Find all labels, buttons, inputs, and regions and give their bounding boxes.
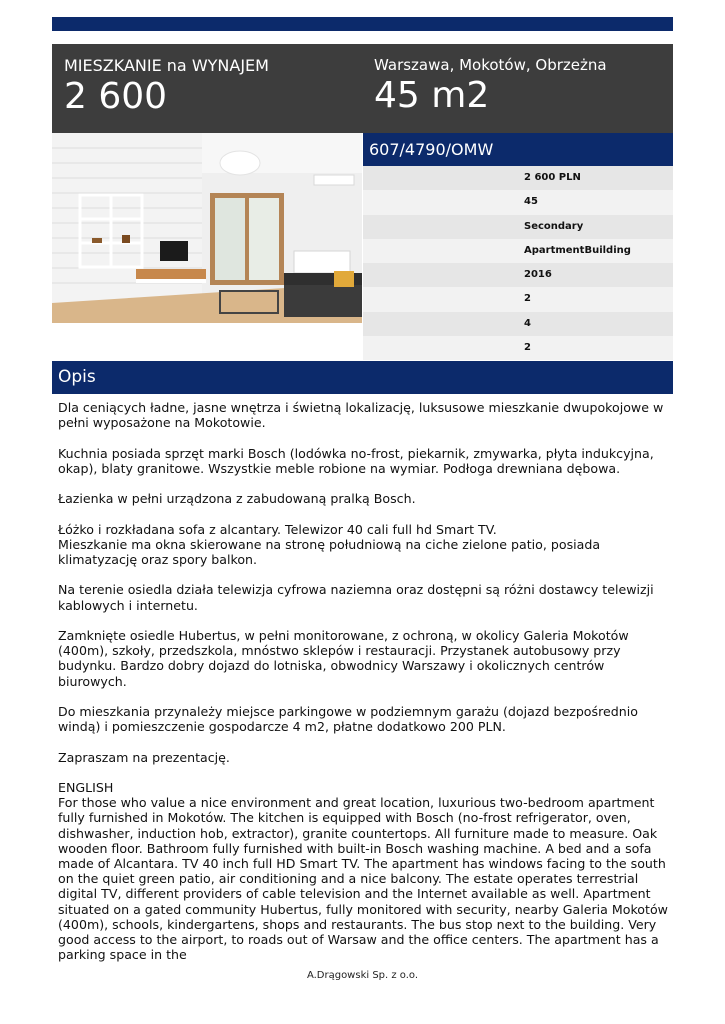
living-room-image <box>52 133 362 323</box>
spec-value: 4 <box>524 317 531 329</box>
listing-header <box>52 44 673 133</box>
reference-number: 607/4790/OMW <box>363 133 673 166</box>
description-paragraph: Zapraszam na prezentację. <box>58 749 230 765</box>
spec-value: 2016 <box>524 269 552 281</box>
spec-value: 2 <box>524 293 531 305</box>
spec-value: Secondary <box>524 220 584 232</box>
listing-area: 45 m2 <box>374 75 490 116</box>
description-paragraph: Kuchnia posiada sprzęt marki Bosch (lodówka no-frost, piekarnik, zmywarka, płyta indukcyjna, okap), blaty granitowe. Wszystkie meble robione na wymiar. Podłoga drewniana dębowa. <box>58 445 654 476</box>
description-paragraph: Do mieszkania przynależy miejsce parkingowe w podziemnym garażu (dojazd bezpośrednio windą) i pomieszczenie gospodarcze 4 m2, płatne dodatkowo 200 PLN. <box>58 703 638 735</box>
spec-row-floor <box>363 312 673 336</box>
description-text <box>58 400 670 963</box>
spec-row-rooms <box>363 287 673 311</box>
description-paragraph: Łóżko i rozkładana sofa z alcantary. Telewizor 40 cali full hd Smart TV. Mieszkanie ma okna skierowane na stronę południową na ciche zielone patio, posiada klimatyzację oraz spory balkon. <box>58 521 601 567</box>
description-paragraph: ENGLISH For those who value a nice environment and great location, luxurious two-bedroom apartment fully furnished in Mokotów. The kitchen is equipped with Bosch (no-frost refrigerator, oven, dishwasher, induction hob, extractor), granite countertops. All furniture made to measure. Oak wooden floor. Bathroom fully furnished with built-in Bosch washing machine. A bed and a sofa made of Alcantara. TV 40 inch full HD Smart TV. The apartment has windows facing to the south on the quiet green patio, air conditioning and a nice balcony. The estate operates terrestrial digital TV, different providers of cable television and the Internet available as well. Apartment situated on a gated community Hubertus, fully monitored with security, nearby Galeria Mokotów (400m), schools, kindergartens, shops and restaurants. The bus stop next to the building. Very good access to the airport, to roads out of Warsaw and the office centers. The apartment has a parking space in the <box>58 779 668 963</box>
spec-value: 2 600 PLN <box>524 172 581 183</box>
specs-table <box>363 166 673 360</box>
top-accent-bar <box>52 17 673 31</box>
listing-photo <box>52 133 362 323</box>
spec-row-year <box>363 263 673 287</box>
header-right <box>374 55 607 117</box>
spec-row-area <box>363 190 673 214</box>
description-paragraph: Łazienka w pełni urządzona z zabudowaną pralką Bosch. <box>58 491 416 507</box>
spec-value: 45 <box>524 196 538 208</box>
description-heading: Opis <box>52 361 673 394</box>
spec-row-building-type <box>363 239 673 263</box>
listing-type: MIESZKANIE na WYNAJEM <box>64 56 269 75</box>
description-paragraph: Na terenie osiedla działa telewizja cyfrowa naziemna oraz dostępni są różni dostawcy telewizji kablowych i internetu. <box>58 582 654 613</box>
spec-row-market <box>363 215 673 239</box>
footer-company: A.Drągowski Sp. z o.o. <box>306 970 419 981</box>
listing-location: Warszawa, Mokotów, Obrzeżna <box>374 56 607 74</box>
spec-row-price <box>363 166 673 190</box>
listing-price: 2 600 <box>64 76 168 117</box>
spec-value: 2 <box>524 342 531 354</box>
header-left <box>64 56 269 118</box>
description-paragraph: Zamknięte osiedle Hubertus, w pełni monitorowane, z ochroną, w okolicy Galeria Mokotów (400m), szkoły, przedszkola, mnóstwo sklepów i restauracji. Przystanek autobusowy przy budynku. Bardzo dobry dojazd do lotniska, obwodnicy Warszawy i okolicznych centrów biurowych. <box>58 627 629 689</box>
spec-row-floors-total <box>363 336 673 360</box>
spec-value: ApartmentBuilding <box>524 244 631 256</box>
description-paragraph: Dla ceniących ładne, jasne wnętrza i świetną lokalizację, luksusowe mieszkanie dwupokojowe w pełni wyposażone na Mokotowie. <box>58 400 664 431</box>
